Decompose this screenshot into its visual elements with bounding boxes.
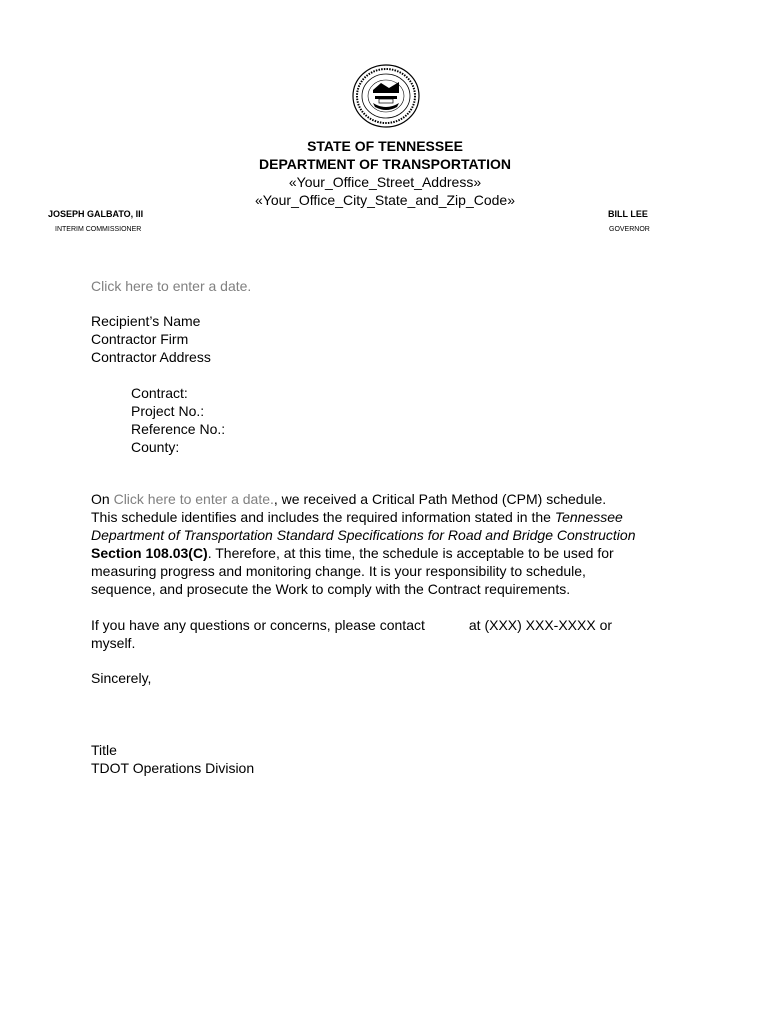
- contact-paragraph: [91, 616, 691, 652]
- state-seal-icon: [351, 63, 421, 129]
- reference-label: Reference No.:: [131, 421, 226, 437]
- contact-phone: at (XXX) XXX-XXXX or: [468, 617, 613, 633]
- paragraph-text: sequence, and prosecute the Work to comply with the Contract requirements.: [91, 581, 571, 597]
- recipient-name: Recipient’s Name: [91, 313, 201, 329]
- commissioner-name: JOSEPH GALBATO, III: [48, 209, 144, 219]
- paragraph-text: This schedule identifies and includes the required information stated in the: [91, 509, 555, 525]
- inline-date-field[interactable]: Click here to enter a date.: [113, 491, 274, 507]
- date-field[interactable]: Click here to enter a date.: [91, 278, 252, 294]
- governor-name: BILL LEE: [608, 209, 648, 219]
- paragraph-text: . Therefore, at this time, the schedule is acceptable to be used for: [207, 545, 614, 561]
- department-name: DEPARTMENT OF TRANSPORTATION: [259, 156, 511, 172]
- office-street-address: «Your_Office_Street_Address»: [288, 174, 482, 190]
- commissioner-title: INTERIM COMMISSIONER: [55, 226, 142, 233]
- spec-title: Tennessee: [554, 509, 623, 525]
- signer-title: Title: [91, 742, 117, 758]
- project-label: Project No.:: [131, 403, 205, 419]
- section-reference: Section 108.03(C): [91, 545, 208, 561]
- recipient-firm: Contractor Firm: [91, 331, 189, 347]
- county-label: County:: [131, 439, 180, 455]
- schedule-paragraph: [91, 490, 691, 598]
- closing: Sincerely,: [91, 670, 152, 686]
- paragraph-text: , we received a Critical Path Method (CPM) schedule.: [273, 491, 607, 507]
- signer-division: TDOT Operations Division: [91, 760, 255, 776]
- recipient-address: Contractor Address: [91, 349, 211, 365]
- paragraph-text: On: [91, 491, 114, 507]
- office-city-state-zip: «Your_Office_City_State_and_Zip_Code»: [255, 192, 515, 208]
- governor-title: GOVERNOR: [609, 226, 650, 233]
- paragraph-text: myself.: [91, 635, 136, 651]
- paragraph-text: measuring progress and monitoring change. It is your responsibility to schedule,: [91, 563, 586, 579]
- contract-label: Contract:: [131, 385, 188, 401]
- paragraph-text: If you have any questions or concerns, please contact: [91, 617, 425, 633]
- spec-title: Department of Transportation Standard Specifications for Road and Bridge Construction: [91, 527, 636, 543]
- state-name: STATE OF TENNESSEE: [307, 138, 463, 154]
